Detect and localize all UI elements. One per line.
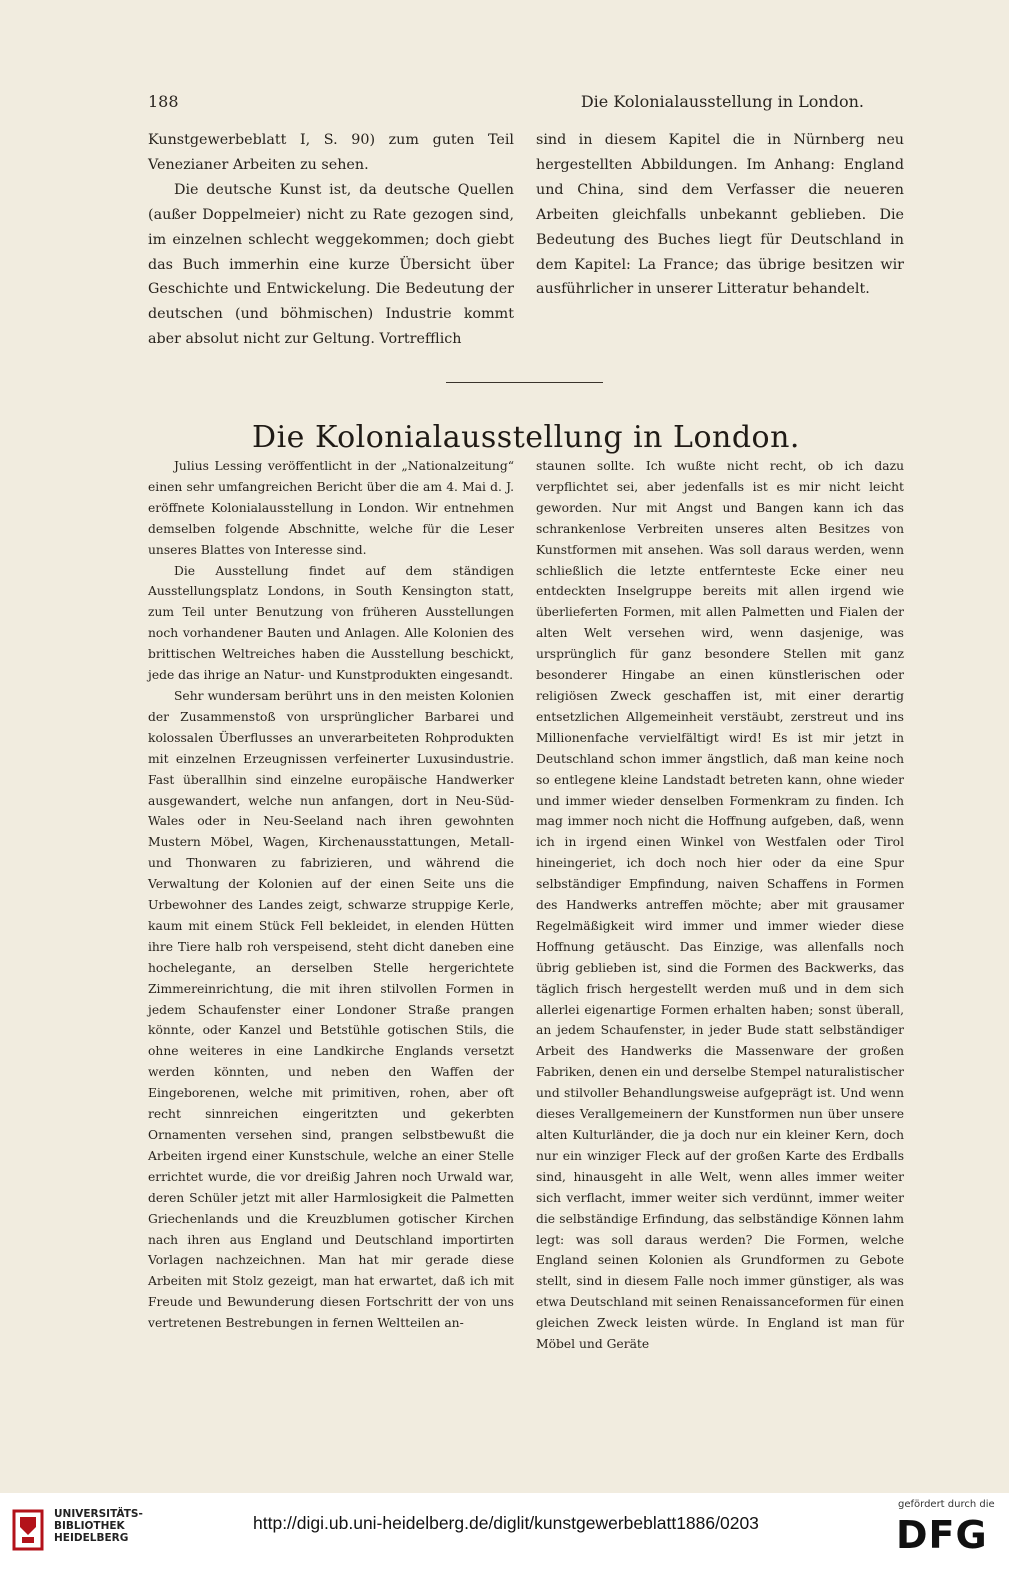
running-title: Die Kolonialausstellung in London. — [580, 92, 864, 111]
top-left-column — [148, 128, 514, 352]
permalink-url[interactable]: http://digi.ub.uni-heidelberg.de/diglit/kunstgewerbeblatt1886/0203 — [253, 1513, 759, 1533]
article-title: Die Kolonialausstellung in London. — [252, 420, 800, 455]
page-header — [148, 92, 864, 114]
paragraph: Die deutsche Kunst ist, da deutsche Quellen (außer Doppelmeier) nicht zu Rate gezogen sind, im einzelnen schlecht weggekommen; doch giebt das Buch immerhin eine kurze Übersicht über Geschichte und Entwickelung. Die Bedeutung der deutschen (und böhmischen) Industrie kommt aber absolut nicht zur Geltung. Vortrefflich — [148, 181, 514, 348]
library-name: UNIVERSITÄTS- BIBLIOTHEK HEIDELBERG — [54, 1508, 143, 1544]
paragraph: sind in diesem Kapitel die in Nürnberg neu hergestellten Abbildungen. Im Anhang: England und China, sind dem Verfasser die neueren Arbeiten gleichfalls unbekannt geblieben. Die Bedeutung des Buches liegt für Deutschland in dem Kapitel: La France; das übrige besitzen wir ausführlicher in unserer Litteratur behandelt. — [536, 132, 904, 298]
top-right-column — [536, 128, 904, 302]
dfg-logo[interactable]: DFG — [896, 1513, 988, 1557]
section-divider — [446, 382, 603, 383]
funding-text: gefördert durch die — [898, 1499, 995, 1510]
library-logo[interactable] — [10, 1507, 150, 1557]
paragraph: Kunstgewerbeblatt I, S. 90) zum guten Teil Venezianer Arbeiten zu sehen. — [148, 132, 514, 173]
paragraph: Julius Lessing veröffentlicht in der „Nationalzeitung“ einen sehr umfangreichen Bericht über die am 4. Mai d. J. eröffnete Kolonialausstellung in London. Wir entnehmen demselben folgende Abschnitte, welche für die Leser unseres Blattes von Interesse sind. — [148, 459, 514, 557]
paragraph: Die Ausstellung findet auf dem ständigen Ausstellungsplatz Londons, in South Kensington statt, zum Teil unter Benutzung von früheren Ausstellungen noch vorhandener Bauten und Anlagen. Alle Kolonien des brittischen Weltreiches haben die Ausstellung beschickt, jede das ihrige an Natur- und Kunstprodukten eingesandt. — [148, 563, 514, 683]
article-left-column — [148, 456, 514, 1334]
paragraph: Sehr wundersam berührt uns in den meisten Kolonien der Zusammenstoß von ursprünglicher Barbarei und kolossalen Überflusses an unverarbeiteten Rohprodukten mit einzelnen Erzeugnissen verfeinerter Luxusindustrie. Fast überallhin sind einzelne europäische Handwerker ausgewandert, welche nun anfangen, dort in Neu-Süd-Wales oder in Neu-Seeland nach ihren gewohnten Mustern Möbel, Wagen, Kirchenausstattungen, Metall- und Thonwaren zu fabrizieren, und während die Verwaltung der Kolonien auf der einen Seite uns die Urbewohner des Landes zeigt, schwarze struppige Kerle, kaum mit einem Stück Fell bekleidet, in elenden Hütten ihre Tiere halb roh verspeisend, steht dicht daneben eine hochelegante, an derselben Stelle hergerichtete Zimmereinrichtung, die mit ihren stilvollen Formen in jedem Schaufenster einer Londoner Straße prangen könnte, oder Kanzel und Betstühle gotischen Stils, die ohne weiteres in eine Landkirche Englands versetzt werden könnten, und neben den Waffen der Eingeborenen, welche mit primitiven, rohen, aber oft recht sinnreichen eingeritzten und gekerbten Ornamenten versehen sind, prangen selbstbewußt die Arbeiten irgend einer Kunstschule, welche an einer Stelle errichtet wurde, die vor dreißig Jahren noch Urwald war, deren Schüler jetzt mit aller Harmlosigkeit die Palmetten Griechenlands und die Kreuzblumen gotischer Kirchen nach ihren aus England und Deutschland importirten Vorlagen nachzeichnen. Man hat mir gerade diese Arbeiten mit Stolz gezeigt, man hat erwartet, daß ich mit Freude und Bewunderung diesen Fortschritt der von uns vertretenen Bestrebungen in fernen Weltteilen an- — [148, 688, 514, 1331]
footer-bar — [0, 1493, 1009, 1570]
page-number: 188 — [148, 92, 179, 111]
library-seal-icon — [10, 1507, 48, 1553]
article-right-column — [536, 456, 904, 1355]
paragraph: staunen sollte. Ich wußte nicht recht, ob ich dazu verpflichtet sei, aber jedenfalls ist es mir nicht leicht geworden. Nur mit Angst und Bangen kann ich das schrankenlose Verbreiten unseres alten Besitzes von Kunstformen mit ansehen. Was soll daraus werden, wenn schließlich die letzte entfernteste Ecke einer neu entdeckten Inselgruppe bereits mit allen irgend wie überlieferten Formen, mit allen Palmetten und Fialen der alten Welt versehen wird, wenn dasjenige, was ursprünglich für ganz besondere Stellen mit ganz besonderer Hingabe an einen künstlerischen oder religiösen Zweck geschaffen ist, mit einer derartig entsetzlichen Allgemeinheit verstäubt, zerstreut und ins Millionenfache vervielfältigt wird! Es ist mir jetzt in Deutschland schon immer ängstlich, daß man keine noch so entlegene kleine Landstadt betreten kann, ohne wieder und immer wieder denselben Formenkram zu finden. Ich mag immer noch nicht die Hoffnung aufgeben, daß, wenn ich in irgend einen Winkel von Westfalen oder Tirol hineingeriet, ich doch noch hier oder da eine Spur selbständiger Empfindung, naiven Schaffens in Formen des Handwerks antreffen möchte; aber mit grausamer Regelmäßigkeit wird immer und immer wieder diese Hoffnung getäuscht. Das Einzige, was allenfalls noch übrig geblieben ist, sind die Formen des Backwerks, das täglich frisch hergestellt werden muß und in dem sich allerlei eigenartige Formen erhalten haben; sonst überall, an jedem Schaufenster, in jeder Bude statt selbständiger Arbeit des Handwerks die Massenware der großen Fabriken, denen ein und derselbe Stempel naturalistischer und stilvoller Behandlungsweise aufgeprägt ist. Und wenn dieses Verallgemeinern der Kunstformen nun über unsere alten Kulturländer, die ja doch nur ein kleiner Kern, doch nur ein winziger Fleck auf der großen Karte des Erdballs sind, hinausgeht in alle Welt, wenn alles immer weiter sich verflacht, immer weiter sich verdünnt, immer weiter die selbständige Erfindung, das selbständige Können lahm legt: was soll daraus werden? Die Formen, welche England seinen Kolonien als Grundformen zu Gebote stellt, sind in diesem Falle noch immer günstiger, als was etwa Deutschland mit seinen Renaissanceformen für einen gleichen Zweck leisten würde. In England ist man für Möbel und Geräte — [536, 459, 904, 1352]
